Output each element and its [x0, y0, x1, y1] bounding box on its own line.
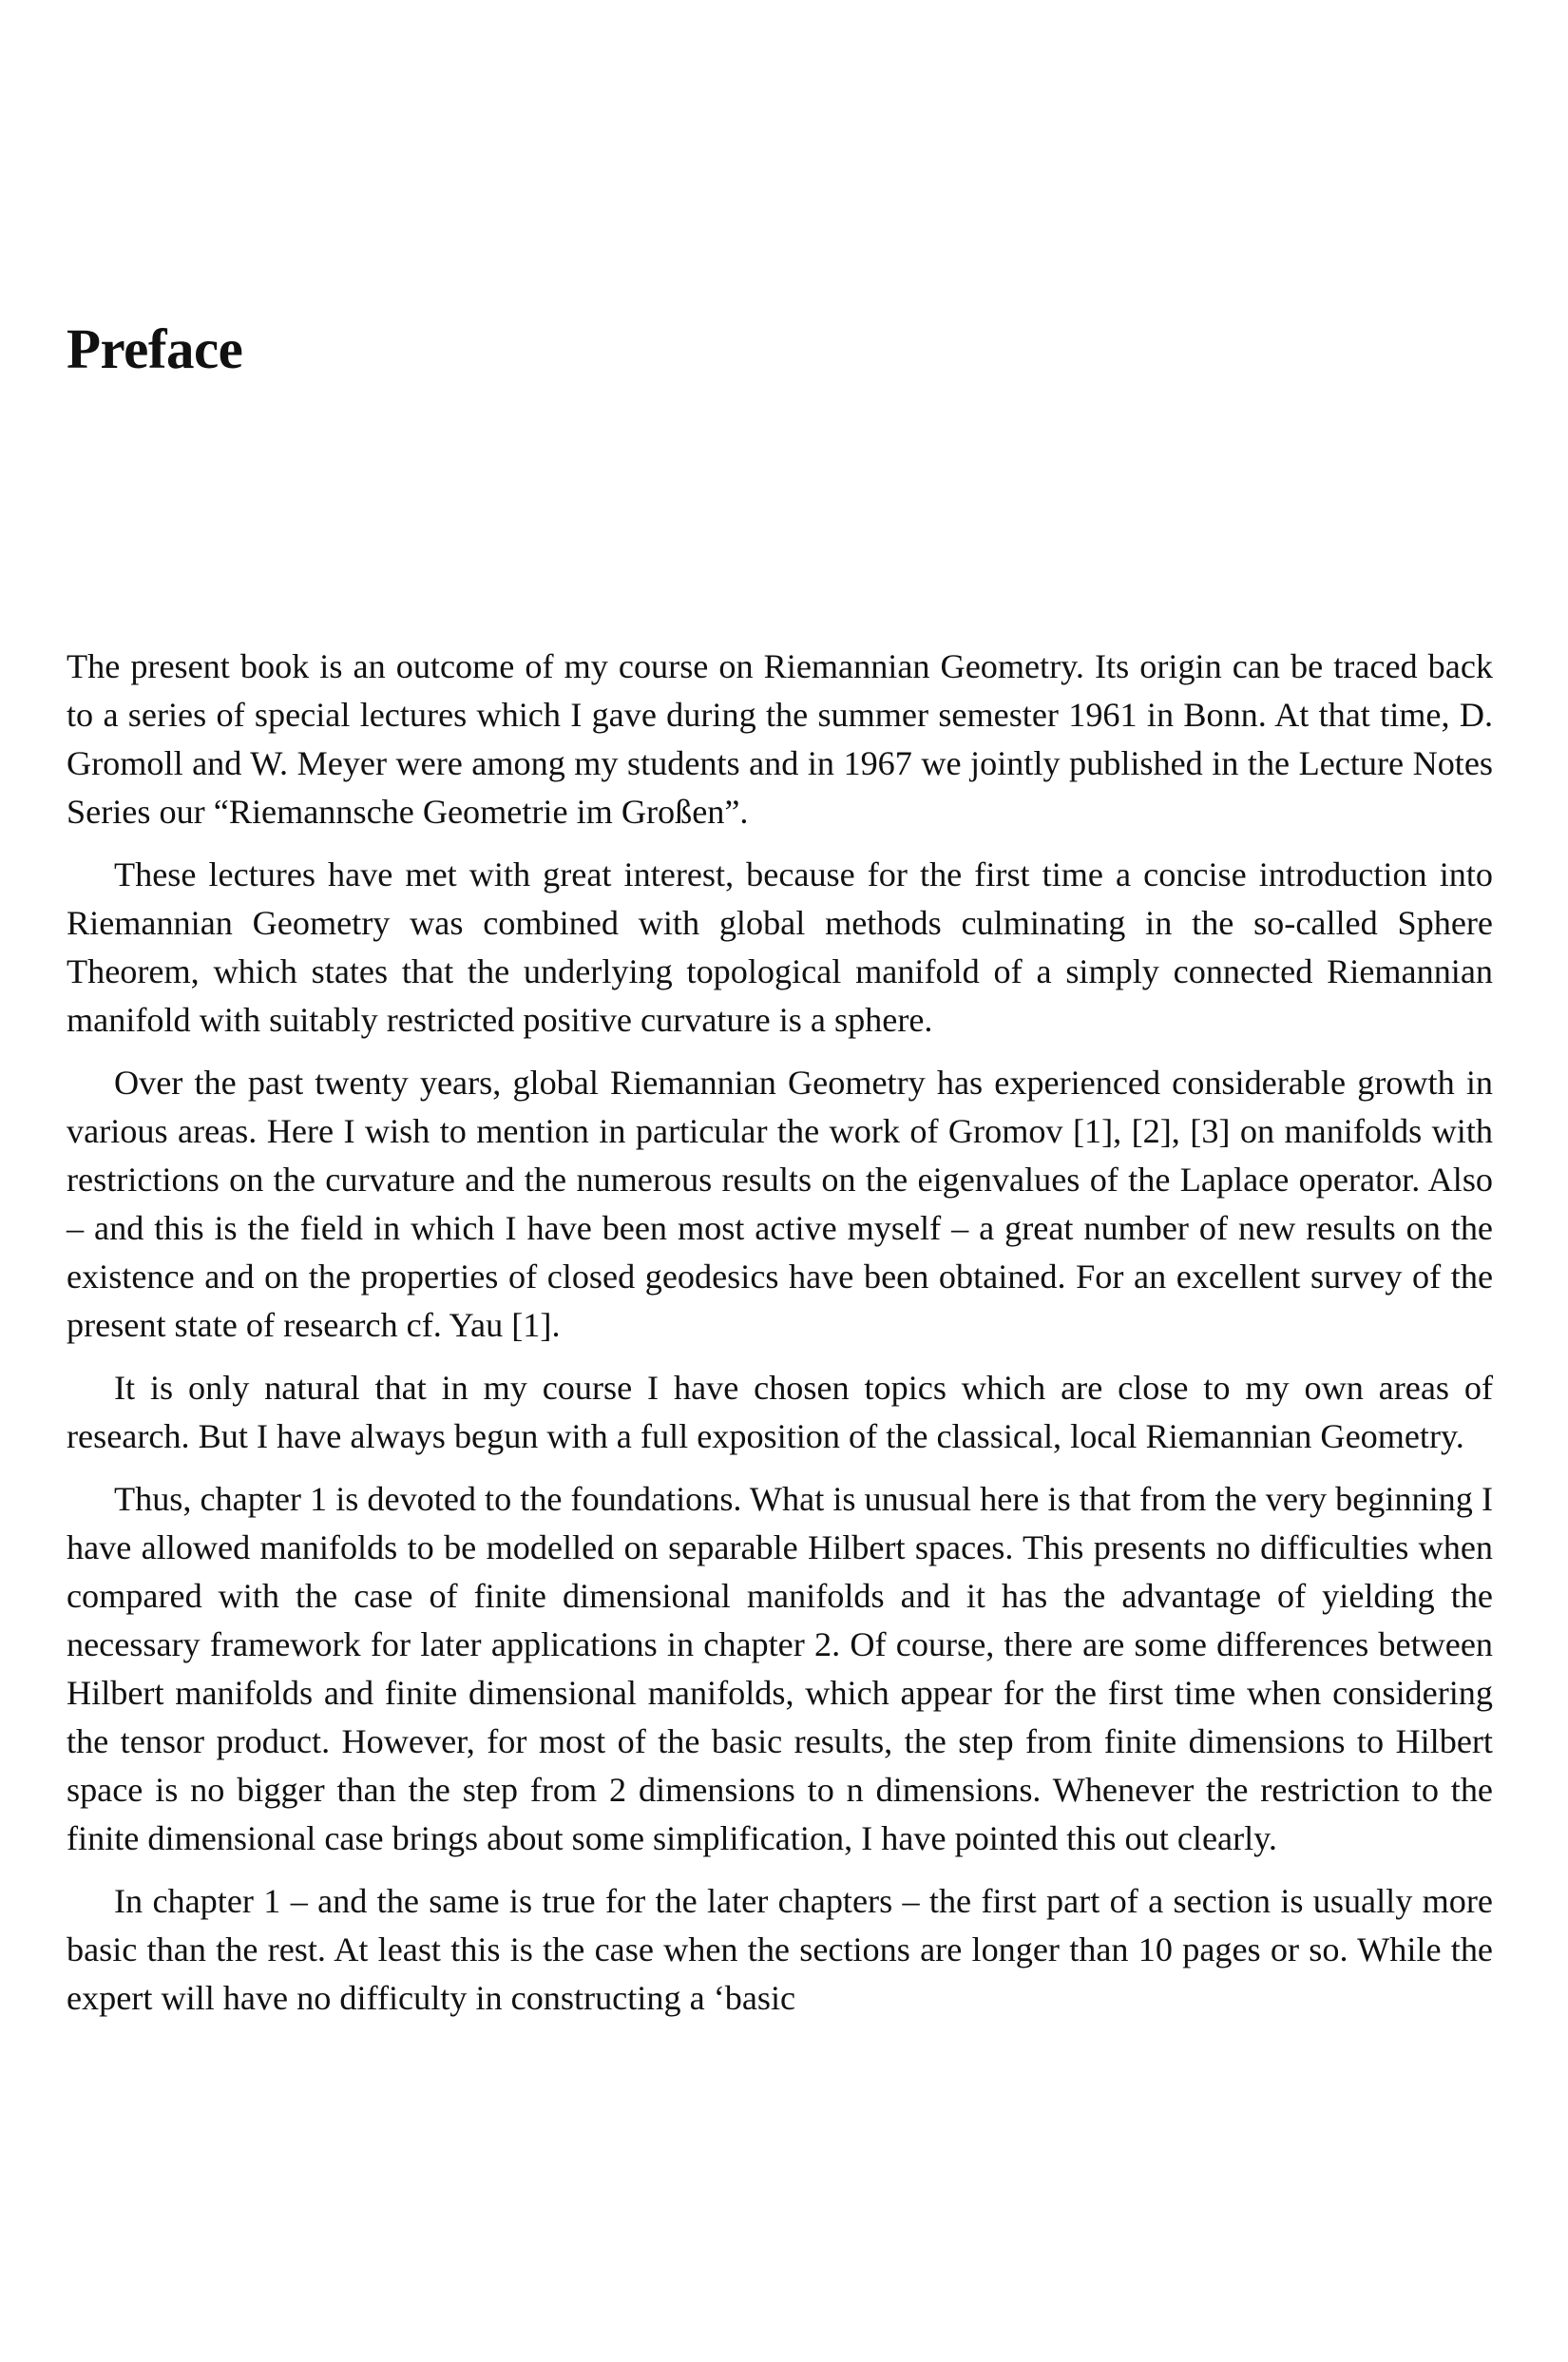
- paragraph-origin: The present book is an outcome of my course on Riemannian Geometry. Its origin can be traced back to a series of special lectures which I gave during the summer semester 1961 in Bonn. At that time, D. Gromoll and W. Meyer were among my students and in 1967 we jointly published in the Lecture Notes Series our “Riemannsche Geometrie im Großen”.: [67, 647, 1493, 831]
- paragraph-lectures: These lectures have met with great interest, because for the first time a concise introduction into Riemannian Geometry was combined with global methods culminating in the so-called Sphere Theorem, which states that the underlying topological manifold of a simply connected Riemannian manifold with suitably restricted positive curvature is a sphere.: [67, 855, 1493, 1039]
- paragraph-growth: Over the past twenty years, global Riemannian Geometry has experienced considerable growth in various areas. Here I wish to mention in particular the work of Gromov [1], [2], [3] on manifolds with restrictions on the curvature and the numerous results on the eigenvalues of the Laplace operator. Also – and this is the field in which I have been most active myself – a great number of new results on the existence and on the properties of closed geodesics have been obtained. For an excellent survey of the present state of research cf. Yau [1].: [67, 1064, 1493, 1344]
- preface-body: [67, 643, 1493, 2037]
- paragraph-chapter-1: Thus, chapter 1 is devoted to the foundations. What is unusual here is that from the very beginning I have allowed manifolds to be modelled on separable Hilbert spaces. This presents no difficulties when compared with the case of finite dimensional manifolds and it has the advantage of yielding the necessary framework for later applications in chapter 2. Of course, there are some differences between Hilbert manifolds and finite dimensional manifolds, which appear for the first time when considering the tensor product. However, for most of the basic results, the step from finite dimensions to Hilbert space is no bigger than the step from 2 dimensions to n dimensions. Whenever the restriction to the finite dimensional case brings about some simplification, I have pointed this out clearly.: [67, 1480, 1493, 1857]
- page-title: Preface: [67, 317, 243, 380]
- paragraph-topics: It is only natural that in my course I have chosen topics which are close to my own areas of research. But I have always begun with a full exposition of the classical, local Riemannian Geometry.: [67, 1369, 1493, 1455]
- paragraph-sections: In chapter 1 – and the same is true for the later chapters – the first part of a section is usually more basic than the rest. At least this is the case when the sections are longer than 10 pages or so. While the expert will have no difficulty in constructing a ‘basic: [67, 1882, 1493, 2017]
